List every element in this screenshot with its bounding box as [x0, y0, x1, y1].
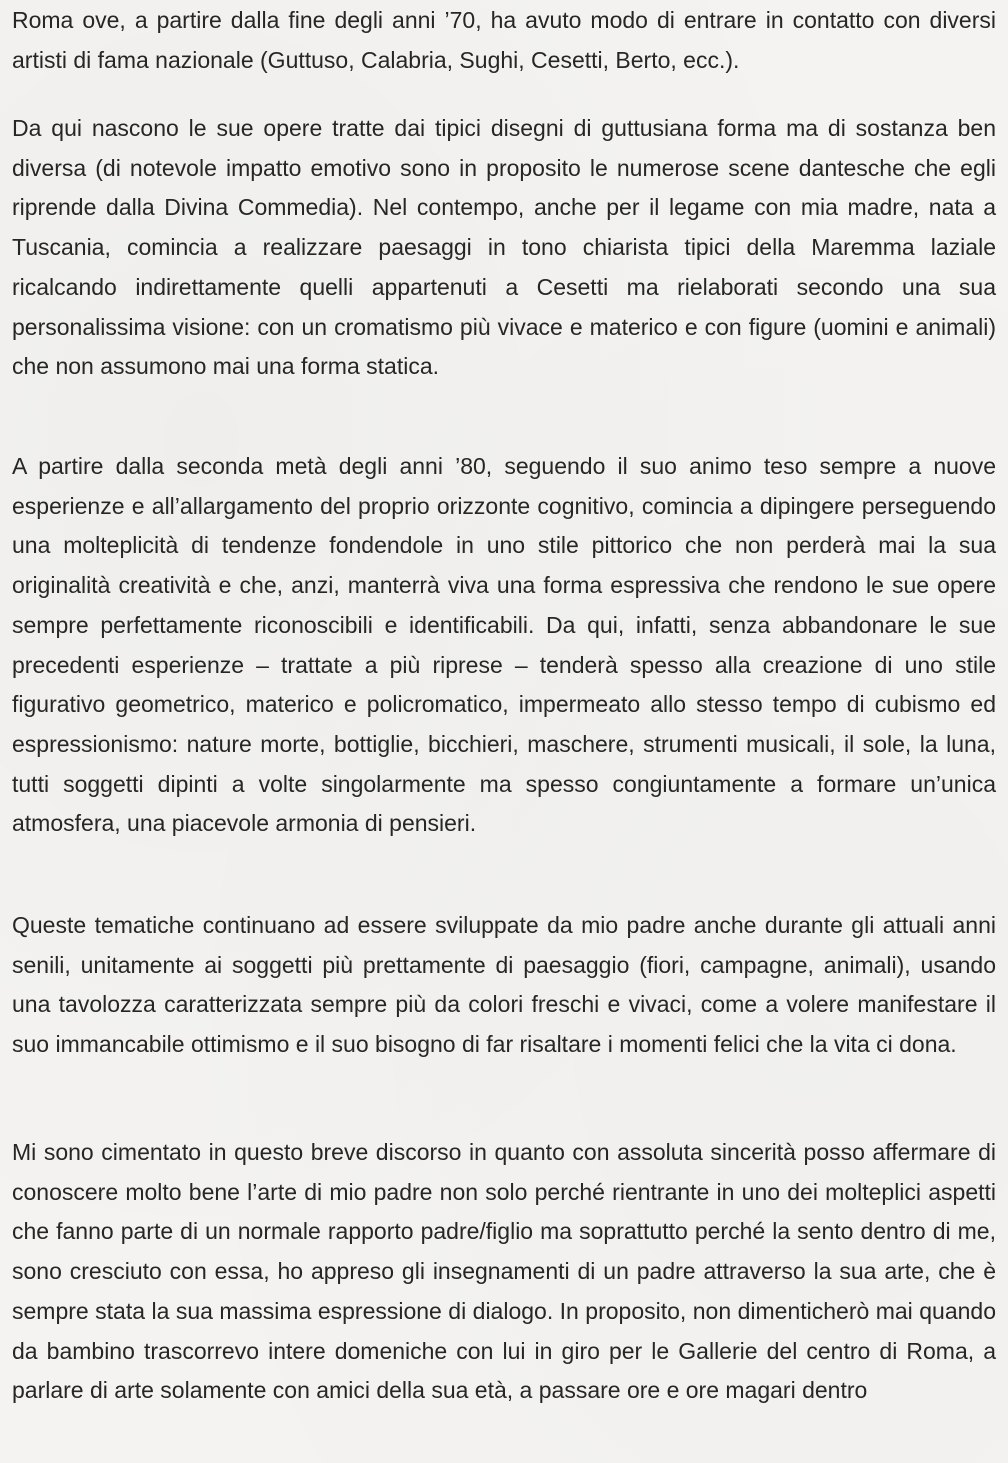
- paragraph-roma-contatti: Roma ove, a partire dalla fine degli anni ’70, ha avuto modo di entrare in contatto con diversi artisti di fama nazionale (Guttuso, Calabria, Sughi, Cesetti, Berto, ecc.).: [12, 7, 996, 73]
- paragraph-opere-paesaggi: Da qui nascono le sue opere tratte dai tipici disegni di guttusiana forma ma di sostanza ben diversa (di notevole impatto emotivo sono in proposito le numerose scene dantesche che egli riprende dalla Divina Commedia). Nel contempo, anche per il legame con mia madre, nata a Tuscania, comincia a realizzare paesaggi in tono chiarista tipici della Maremma laziale ricalcando indirettamente quelli appartenuti a Cesetti ma rielaborati secondo una sua personalissima visione: con un cromatismo più vivace e materico e con figure (uomini e animali) che non assumono mai una forma statica.: [12, 115, 996, 380]
- paragraph-ricordi-padre: Mi sono cimentato in questo breve discorso in quanto con assoluta sincerità posso affermare di conoscere molto bene l’arte di mio padre non solo perché rientrante in uno dei molteplici aspetti che fanno parte di un normale rapporto padre/figlio ma soprattutto perché la sento dentro di me, sono cresciuto con essa, ho appreso gli insegnamenti di un padre attraverso la sua arte, che è sempre stata la sua massima espressione di dialogo. In proposito, non dimenticherò mai quando da bambino trascorrevo intere domeniche con lui in giro per le Gallerie del centro di Roma, a parlare di arte solamente con amici della sua età, a passare ore e ore magari dentro: [12, 1139, 996, 1404]
- paragraph-anni-ottanta: A partire dalla seconda metà degli anni ’80, seguendo il suo animo teso sempre a nuove esperienze e all’allargamento del proprio orizzonte cognitivo, comincia a dipingere perseguendo una molteplicità di tendenze fondendole in uno stile pittorico che non perderà mai la sua originalità creatività e che, anzi, manterrà viva una forma espressiva che rendono le sue opere sempre perfettamente riconoscibili e identificabili. Da qui, infatti, senza abbandonare le sue precedenti esperienze – trattate a più riprese – tenderà spesso alla creazione di uno stile figurativo geometrico, materico e policromatico, impermeato allo stesso tempo di cubismo ed espressionismo: nature morte, bottiglie, bicchieri, maschere, strumenti musicali, il sole, la luna, tutti soggetti dipinti a volte singolarmente ma spesso congiuntamente a formare un’unica atmosfera, una piacevole armonia di pensieri.: [12, 453, 996, 837]
- paragraph-anni-senili: Queste tematiche continuano ad essere sviluppate da mio padre anche durante gli attuali anni senili, unitamente ai soggetti più prettamente di paesaggio (fiori, campagne, animali), usando una tavolozza caratterizzata sempre più da colori freschi e vivaci, come a volere manifestare il suo immancabile ottimismo e il suo bisogno di far risaltare i momenti felici che la vita ci dona.: [12, 912, 996, 1058]
